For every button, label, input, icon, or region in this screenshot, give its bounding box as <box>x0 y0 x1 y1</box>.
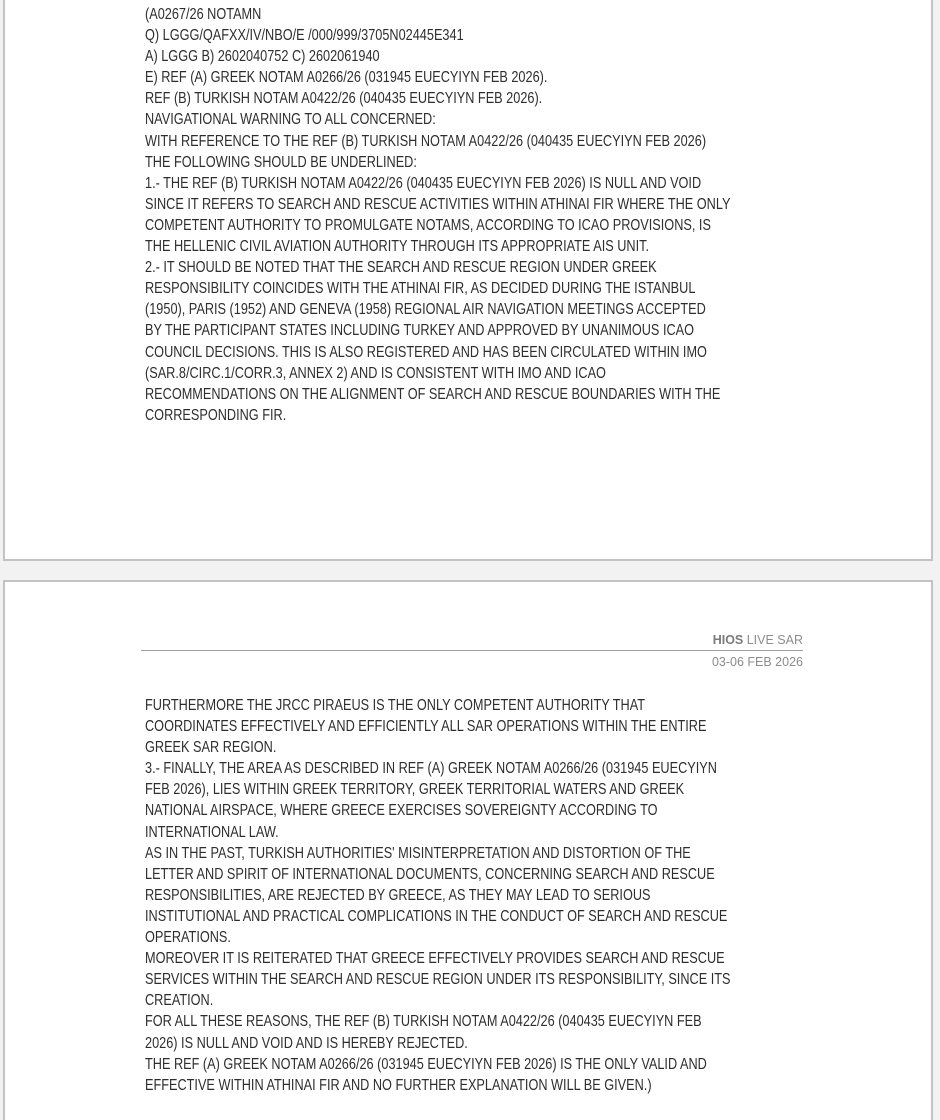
notam-page-1 <box>3 0 933 561</box>
text-line: Q) LGGG/QAFXX/IV/NBO/E /000/999/3705N02445E341 <box>145 27 464 45</box>
text-line: NATIONAL AIRSPACE, WHERE GREECE EXERCISES SOVEREIGNTY ACCORDING TO <box>145 802 658 820</box>
text-line: INSTITUTIONAL AND PRACTICAL COMPLICATIONS IN THE CONDUCT OF SEARCH AND RESCUE <box>145 907 728 925</box>
notam-page-2 <box>3 580 933 1120</box>
text-line: 3.- FINALLY, THE AREA AS DESCRIBED IN REF (A) GREEK NOTAM A0266/26 (031945 EUECYIYN <box>145 760 717 778</box>
text-line: (1950), PARIS (1952) AND GENEVA (1958) REGIONAL AIR NAVIGATION MEETINGS ACCEPTED <box>145 301 706 319</box>
text-line: E) REF (A) GREEK NOTAM A0266/26 (031945 EUECYIYN FEB 2026). <box>145 69 548 87</box>
site-title-bold: HIOS <box>712 633 744 647</box>
site-title-rest: LIVE SAR <box>743 633 803 647</box>
text-line: 2.- IT SHOULD BE NOTED THAT THE SEARCH AND RESCUE REGION UNDER GREEK <box>145 259 657 277</box>
text-line: A) LGGG B) 2602040752 C) 2602061940 <box>145 48 380 66</box>
text-line: FOR ALL THESE REASONS, THE REF (B) TURKISH NOTAM A0422/26 (040435 EUECYIYN FEB <box>145 1013 702 1031</box>
text-line: OPERATIONS. <box>145 929 231 947</box>
text-line: (SAR.8/CIRC.1/CORR.3, ANNEX 2) AND IS CONSISTENT WITH IMO AND ICAO <box>145 364 606 382</box>
text-line: COORDINATES EFFECTIVELY AND EFFICIENTLY ALL SAR OPERATIONS WITHIN THE ENTIRE <box>145 718 707 736</box>
site-title <box>141 633 803 648</box>
text-line: 1.- THE REF (B) TURKISH NOTAM A0422/26 (040435 EUECYIYN FEB 2026) IS NULL AND VOID <box>145 174 702 192</box>
text-line: THE REF (A) GREEK NOTAM A0266/26 (031945 EUECYIYN FEB 2026) IS THE ONLY VALID AND <box>145 1055 707 1073</box>
text-line: (A0267/26 NOTAMN <box>145 6 262 23</box>
text-line: RESPONSIBILITY COINCIDES WITH THE ATHINAI FIR, AS DECIDED DURING THE ISTANBUL <box>145 280 696 298</box>
text-line: COUNCIL DECISIONS. THIS IS ALSO REGISTERED AND HAS BEEN CIRCULATED WITHIN IMO <box>145 343 707 361</box>
text-line: NAVIGATIONAL WARNING TO ALL CONCERNED: <box>145 111 436 129</box>
text-line: THE HELLENIC CIVIL AVIATION AUTHORITY THROUGH ITS APPROPRIATE AIS UNIT. <box>145 238 650 256</box>
text-line: BY THE PARTICIPANT STATES INCLUDING TURKEY AND APPROVED BY UNANIMOUS ICAO <box>145 322 695 340</box>
text-line: LETTER AND SPIRIT OF INTERNATIONAL DOCUMENTS, CONCERNING SEARCH AND RESCUE <box>145 865 715 883</box>
text-line: SINCE IT REFERS TO SEARCH AND RESCUE ACTIVITIES WITHIN ATHINAI FIR WHERE THE ONLY <box>145 195 731 213</box>
text-line: FURTHERMORE THE JRCC PIRAEUS IS THE ONLY COMPETENT AUTHORITY THAT <box>145 697 646 714</box>
text-line: CREATION. <box>145 992 214 1010</box>
text-line: GREEK SAR REGION. <box>145 739 277 757</box>
text-line: THE FOLLOWING SHOULD BE UNDERLINED: <box>145 153 417 171</box>
page-header <box>141 633 803 670</box>
text-line: COMPETENT AUTHORITY TO PROMULGATE NOTAMS, ACCORDING TO ICAO PROVISIONS, IS <box>145 216 711 234</box>
text-line: FEB 2026), LIES WITHIN GREEK TERRITORY, GREEK TERRITORIAL WATERS AND GREEK <box>145 781 685 799</box>
text-line: REF (B) TURKISH NOTAM A0422/26 (040435 EUECYIYN FEB 2026). <box>145 90 543 108</box>
text-line: CORRESPONDING FIR. <box>145 406 287 424</box>
text-line: RECOMMENDATIONS ON THE ALIGNMENT OF SEARCH AND RESCUE BOUNDARIES WITH THE <box>145 385 721 403</box>
text-line: EFFECTIVE WITHIN ATHINAI FIR AND NO FURTHER EXPLANATION WILL BE GIVEN.) <box>145 1076 652 1094</box>
date-range: 03-06 FEB 2026 <box>711 655 803 669</box>
notam-text-page-1 <box>145 4 730 426</box>
text-line: 2026) IS NULL AND VOID AND IS HEREBY REJECTED. <box>145 1034 468 1052</box>
notam-text-page-2 <box>145 695 730 1096</box>
text-line: MOREOVER IT IS REITERATED THAT GREECE EFFECTIVELY PROVIDES SEARCH AND RESCUE <box>145 950 725 968</box>
text-line: AS IN THE PAST, TURKISH AUTHORITIES' MISINTERPRETATION AND DISTORTION OF THE <box>145 844 691 862</box>
text-line: INTERNATIONAL LAW. <box>145 823 279 841</box>
text-line: SERVICES WITHIN THE SEARCH AND RESCUE REGION UNDER ITS RESPONSIBILITY, SINCE ITS <box>145 971 731 989</box>
text-line: WITH REFERENCE TO THE REF (B) TURKISH NOTAM A0422/26 (040435 EUECYIYN FEB 2026) <box>145 132 707 150</box>
text-line: RESPONSIBILITIES, ARE REJECTED BY GREECE, AS THEY MAY LEAD TO SERIOUS <box>145 886 651 904</box>
